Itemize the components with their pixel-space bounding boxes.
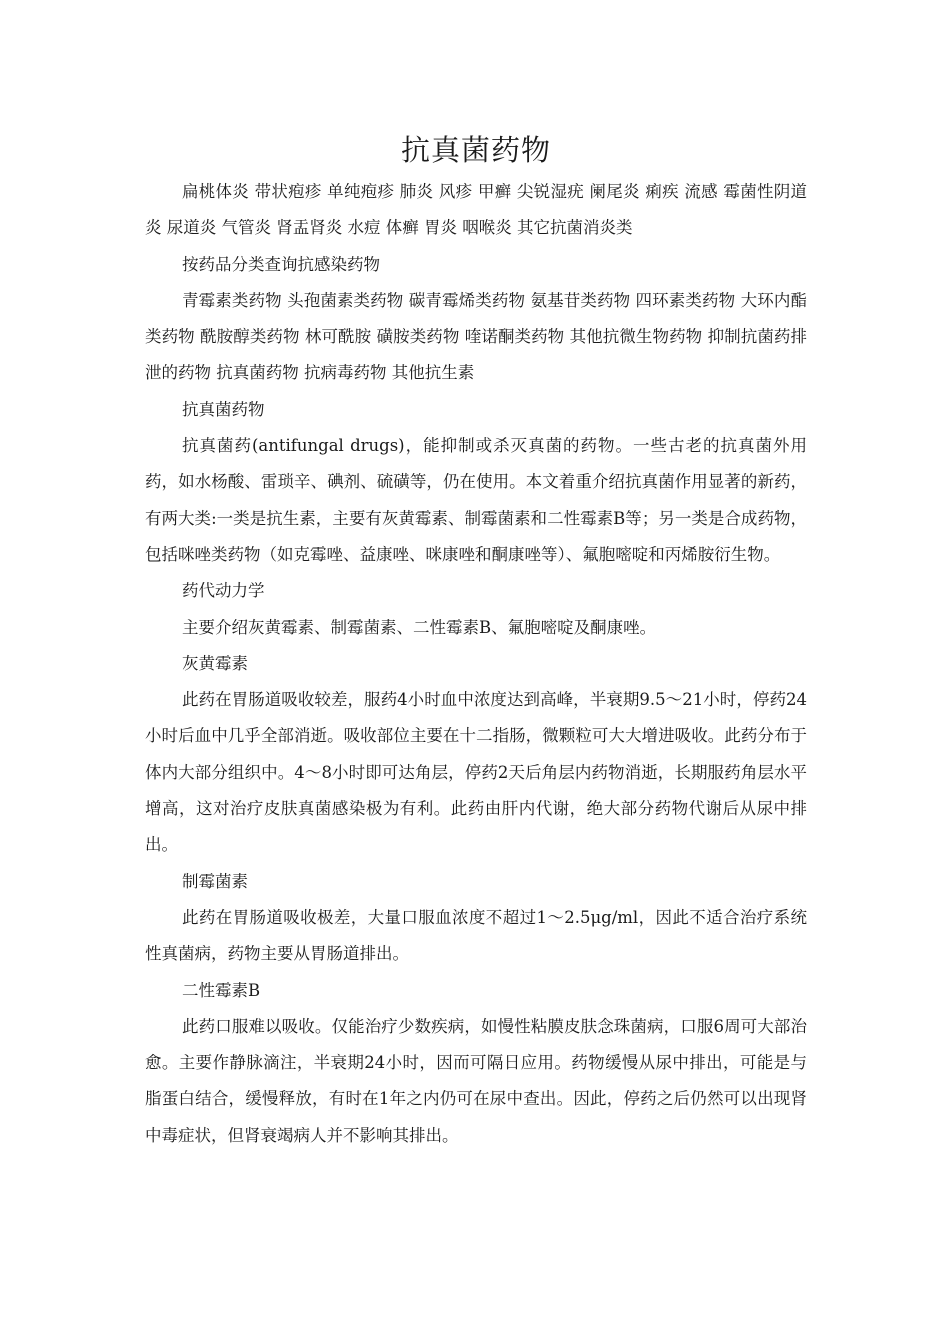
pharmacokinetics-intro-paragraph: 主要介绍灰黄霉素、制霉菌素、二性霉素B、氟胞嘧啶及酮康唑。 <box>182 617 657 637</box>
antifungal-intro-paragraph: 抗真菌药(antifungal drugs)，能抑制或杀灭真菌的药物。一些古老的抗真菌外用药，如水杨酸、雷琐辛、碘剂、硫磺等，仍在使用。本文着重介绍抗真菌作用显著的新药，有两大类:一类是抗生素，主要有灰黄霉素、制霉菌素和二性霉素B等；另一类是合成药物，包括咪唑类药物（如克霉唑、益康唑、咪康唑和酮康唑等）、氟胞嘧啶和丙烯胺衍生物。 <box>145 436 807 564</box>
document-title: 抗真菌药物 <box>400 133 551 167</box>
category-query-heading: 按药品分类查询抗感染药物 <box>182 254 380 274</box>
section-heading-nystatin: 制霉菌素 <box>182 871 248 891</box>
amphotericin-b-paragraph: 此药口服难以吸收。仅能治疗少数疾病，如慢性粘膜皮肤念珠菌病，口服6周可大部治愈。主要作静脉滴注，半衰期24小时，因而可隔日应用。药物缓慢从尿中排出，可能是与脂蛋白结合，缓慢释放，有时在1年之内仍可在尿中查出。因此，停药之后仍然可以出现肾中毒症状，但肾衰竭病人并不影响其排出。 <box>145 1016 807 1145</box>
nystatin-paragraph: 此药在胃肠道吸收极差，大量口服血浓度不超过1～2.5μg/ml，因此不适合治疗系统性真菌病，药物主要从胃肠道排出。 <box>145 907 807 964</box>
section-heading-amphotericin-b: 二性霉素B <box>182 980 261 1000</box>
section-heading-griseofulvin: 灰黄霉素 <box>182 653 248 673</box>
document-body <box>145 128 807 1154</box>
section-heading-pharmacokinetics: 药代动力学 <box>182 581 265 601</box>
griseofulvin-paragraph: 此药在胃肠道吸收较差，服药4小时血中浓度达到高峰，半衰期9.5～21小时，停药24小时后血中几乎全部消逝。吸收部位主要在十二指肠，微颗粒可大大增进吸收。此药分布于体内大部分组织中。4～8小时即可达角层，停药2天后角层内药物消逝，长期服药角层水平增高，这对治疗皮肤真菌感染极为有利。此药由肝内代谢，绝大部分药物代谢后从尿中排出。 <box>145 690 807 855</box>
section-heading-antifungal: 抗真菌药物 <box>182 399 265 419</box>
disease-list-paragraph: 扁桃体炎 带状疱疹 单纯疱疹 肺炎 风疹 甲癣 尖锐湿疣 阑尾炎 痢疾 流感 霉菌性阴道炎 尿道炎 气管炎 肾盂肾炎 水痘 体癣 胃炎 咽喉炎 其它抗菌消炎类 <box>145 182 807 238</box>
drug-category-list-paragraph: 青霉素类药物 头孢菌素类药物 碳青霉烯类药物 氨基苷类药物 四环素类药物 大环内酯类药物 酰胺醇类药物 林可酰胺 磺胺类药物 喹诺酮类药物 其他抗微生物药物 抑制抗菌药排泄的药物 抗真菌药物 抗病毒药物 其他抗生素 <box>145 290 807 383</box>
